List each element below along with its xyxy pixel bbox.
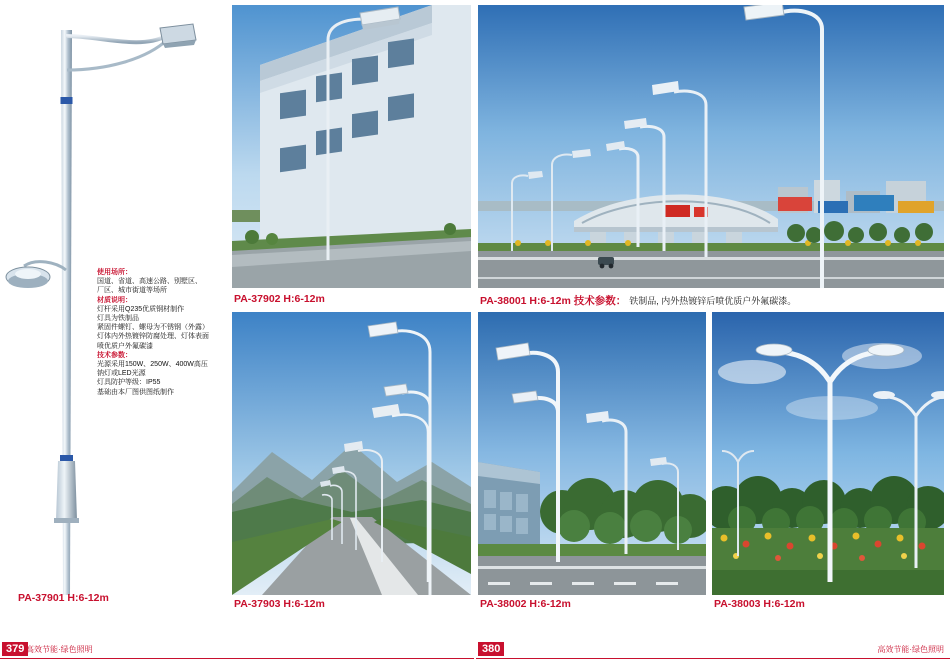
caption-pa-38001: PA-38001 H:6-12m 技术参数： 铁制品, 内外热镀锌后喷优质户外氟碳漆。 [480, 295, 797, 307]
material-line-3: 灯体内外热镀锌防腐处理、灯体表面 [97, 333, 209, 341]
product-image-pa-38003 [712, 312, 944, 595]
tech-desc-pa-38001: 铁制品, 内外热镀锌后喷优质户外氟碳漆。 [629, 296, 797, 306]
page-number-right: 380 [478, 642, 504, 656]
specification-text [97, 268, 232, 397]
tech-line-3: 基础由本厂图供图纸制作 [97, 388, 174, 396]
usage-line-0: 国道、省道、高速公路、别墅区、 [97, 278, 202, 286]
caption-pa-37903: PA-37903 H:6-12m [234, 598, 325, 610]
caption-pa-38003: PA-38003 H:6-12m [714, 598, 805, 610]
tech-title: 技术参数： [97, 351, 132, 359]
footer-slogan-left: 高效节能·绿色照明 [26, 645, 93, 654]
page-gutter [474, 0, 476, 659]
tech-label-pa-38001: 技术参数： [573, 295, 627, 307]
material-line-2: 紧固件螺钉、螺母为不锈钢（外露） [97, 324, 209, 332]
material-line-4: 喷优质户外氟碳漆 [97, 342, 153, 350]
material-line-1: 灯具为铁制品 [97, 315, 139, 323]
tech-line-2: 灯具防护等级：IP55 [97, 379, 161, 387]
tech-line-0: 光源采用150W、250W、400W高压 [97, 361, 208, 369]
product-image-pa-38002 [478, 312, 706, 595]
caption-pa-37901: PA-37901 H:6-12m [18, 592, 109, 604]
footer-slogan-right: 高效节能·绿色照明 [877, 645, 944, 654]
material-line-0: 灯杆采用Q235优质钢材制作 [97, 305, 185, 313]
page-number-left: 379 [2, 642, 28, 656]
tech-line-1: 钠灯或LED光源 [97, 370, 146, 378]
usage-line-1: 厂区、城市街道等场所 [97, 287, 167, 295]
product-image-pa-37903 [232, 312, 471, 595]
usage-title: 使用场所： [97, 269, 132, 276]
product-image-pa-38001 [478, 5, 944, 288]
material-title: 材质说明： [97, 296, 132, 304]
product-image-pa-37902 [232, 5, 471, 288]
caption-pa-38002: PA-38002 H:6-12m [480, 598, 571, 610]
caption-pa-37902: PA-37902 H:6-12m [234, 293, 325, 305]
